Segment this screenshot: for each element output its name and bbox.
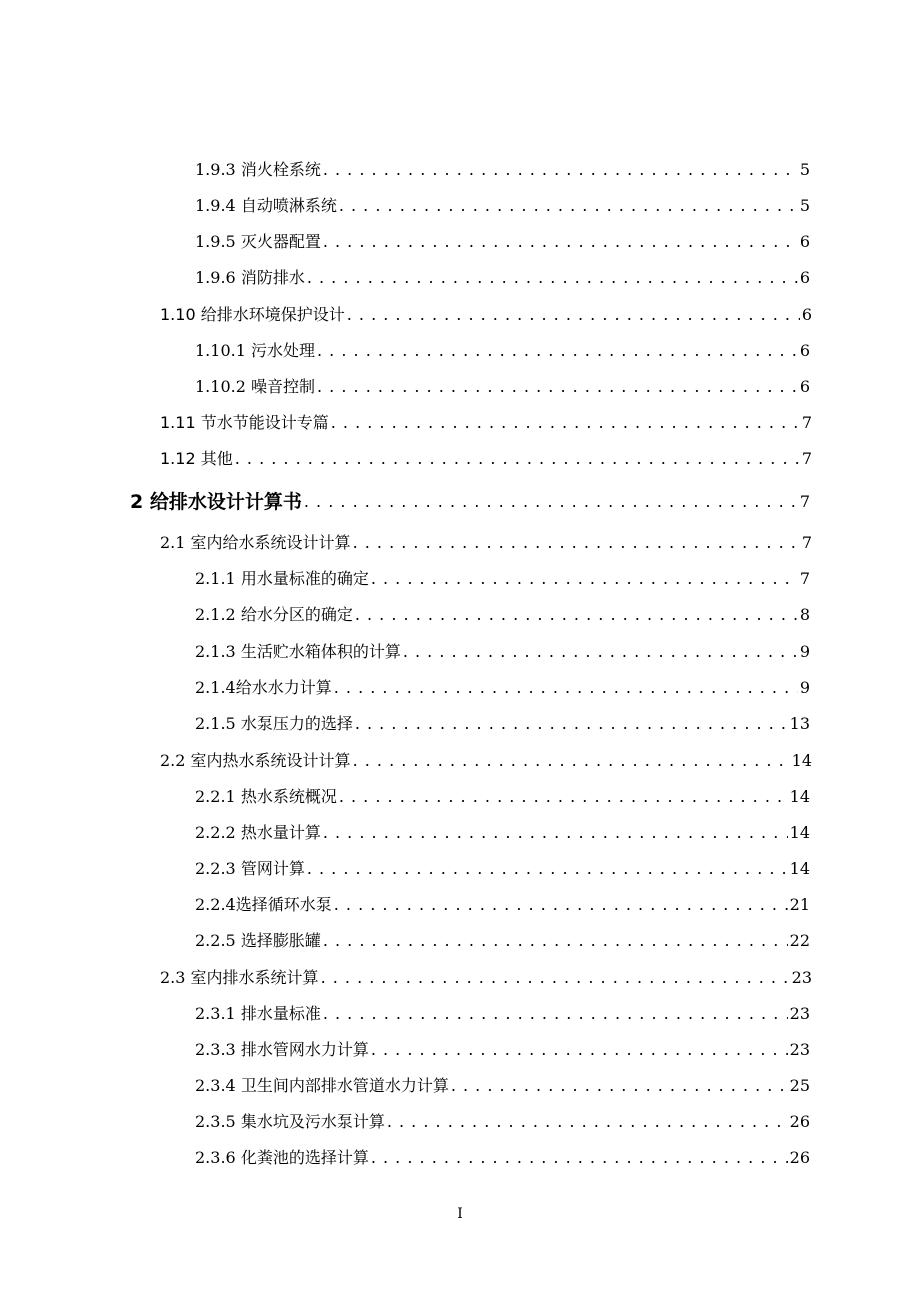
toc-entry[interactable] — [195, 642, 810, 662]
toc-page-number: 7 — [801, 413, 812, 432]
toc-chapter-entry[interactable] — [130, 490, 810, 514]
toc-page-number: 14 — [789, 787, 810, 806]
toc-entry-label: 2 给排水设计计算书 — [130, 491, 302, 513]
toc-leader-dots — [451, 1076, 788, 1096]
toc-page-number: 5 — [799, 160, 810, 179]
toc-leader-dots — [353, 533, 800, 553]
toc-leader-dots — [323, 160, 798, 180]
toc-entry-label: 2.3.5 集水坑及污水泵计算 — [195, 1112, 385, 1131]
toc-entry[interactable] — [160, 968, 812, 988]
toc-leader-dots — [307, 268, 798, 288]
toc-entry-label: 1.10 给排水环境保护设计 — [160, 305, 345, 324]
toc-leader-dots — [371, 1148, 788, 1168]
toc-leader-dots — [334, 678, 798, 698]
toc-entry-label: 1.10.2 噪音控制 — [195, 377, 315, 396]
toc-page-number: 25 — [789, 1076, 810, 1095]
toc-entry-label: 2.2.2 热水量计算 — [195, 823, 321, 842]
toc-leader-dots — [387, 1112, 788, 1132]
toc-entry-label: 1.9.6 消防排水 — [195, 268, 305, 287]
toc-leader-dots — [307, 859, 788, 879]
toc-entry-label: 2.2.4选择循环水泵 — [195, 895, 332, 914]
toc-entry-label: 1.9.3 消火栓系统 — [195, 160, 321, 179]
toc-entry[interactable] — [195, 1148, 810, 1168]
toc-leader-dots — [371, 1040, 788, 1060]
toc-page-number: 8 — [799, 605, 810, 624]
toc-page-number: 23 — [789, 1040, 810, 1059]
toc-entry-label: 2.1.3 生活贮水箱体积的计算 — [195, 642, 401, 661]
toc-leader-dots — [235, 449, 800, 469]
toc-entry[interactable] — [195, 160, 810, 180]
toc-leader-dots — [353, 751, 790, 771]
toc-leader-dots — [323, 823, 788, 843]
toc-entry-label: 1.9.4 自动喷淋系统 — [195, 196, 337, 215]
toc-entry[interactable] — [195, 605, 810, 625]
toc-page-number: 7 — [801, 533, 812, 552]
toc-page-number: 7 — [799, 492, 810, 511]
toc-leader-dots — [317, 377, 798, 397]
toc-leader-dots — [323, 931, 788, 951]
toc-entry-label: 1.11 节水节能设计专篇 — [160, 413, 329, 432]
toc-entry-label: 2.2.5 选择膨胀罐 — [195, 931, 321, 950]
toc-page-number: 23 — [789, 1004, 810, 1023]
toc-page-number: 6 — [801, 305, 812, 324]
toc-page-number: 9 — [799, 678, 810, 697]
toc-leader-dots — [331, 413, 800, 433]
toc-entry-label: 2.3.3 排水管网水力计算 — [195, 1040, 369, 1059]
toc-page-number: 9 — [799, 642, 810, 661]
toc-entry[interactable] — [160, 449, 812, 469]
toc-entry[interactable] — [195, 931, 810, 951]
toc-entry[interactable] — [160, 533, 812, 553]
toc-page-number: 26 — [789, 1112, 810, 1131]
toc-entry[interactable] — [160, 751, 812, 771]
toc-page-number: 23 — [791, 968, 812, 987]
toc-entry-label: 2.1.1 用水量标准的确定 — [195, 569, 369, 588]
toc-page-number: 6 — [799, 232, 810, 251]
toc-page-number: 22 — [789, 931, 810, 950]
toc-leader-dots — [355, 714, 788, 734]
toc-leader-dots — [371, 569, 798, 589]
toc-leader-dots — [304, 490, 798, 514]
toc-page-number: 21 — [789, 895, 810, 914]
toc-entry-label: 2.1 室内给水系统设计计算 — [160, 533, 351, 552]
toc-entry[interactable] — [195, 268, 810, 288]
toc-entry-label: 1.9.5 灭火器配置 — [195, 232, 321, 251]
toc-entry[interactable] — [195, 1112, 810, 1132]
toc-entry-label: 2.3.1 排水量标准 — [195, 1004, 321, 1023]
toc-page-number: 5 — [799, 196, 810, 215]
toc-page-number: 14 — [791, 751, 812, 770]
toc-leader-dots — [355, 605, 798, 625]
toc-entry-label: 2.3.6 化粪池的选择计算 — [195, 1148, 369, 1167]
toc-entry[interactable] — [195, 1040, 810, 1060]
toc-entry[interactable] — [195, 1076, 810, 1096]
toc-entry-label: 2.2 室内热水系统设计计算 — [160, 751, 351, 770]
toc-leader-dots — [323, 232, 798, 252]
toc-page-number: 26 — [789, 1148, 810, 1167]
toc-entry[interactable] — [195, 678, 810, 698]
toc-page-number: 7 — [801, 449, 812, 468]
toc-entry-label: 2.3 室内排水系统计算 — [160, 968, 319, 987]
toc-entry-label: 2.2.1 热水系统概况 — [195, 787, 337, 806]
toc-entry-label: 2.1.5 水泵压力的选择 — [195, 714, 353, 733]
toc-page-number: 13 — [789, 714, 810, 733]
toc-entry-label: 1.10.1 污水处理 — [195, 341, 315, 360]
toc-page-number: 6 — [799, 268, 810, 287]
toc-page-number: 6 — [799, 341, 810, 360]
toc-entry[interactable] — [195, 787, 810, 807]
toc-entry[interactable] — [195, 341, 810, 361]
toc-page-number: 14 — [789, 823, 810, 842]
toc-leader-dots — [317, 341, 798, 361]
toc-entry-label: 1.12 其他 — [160, 449, 233, 468]
toc-leader-dots — [321, 968, 790, 988]
toc-entry[interactable] — [195, 377, 810, 397]
toc-entry[interactable] — [160, 305, 812, 325]
toc-page-number: 14 — [789, 859, 810, 878]
toc-leader-dots — [334, 895, 788, 915]
toc-entry[interactable] — [195, 196, 810, 216]
toc-entry[interactable] — [195, 714, 810, 734]
toc-entry[interactable] — [160, 413, 812, 433]
page-footer-number: I — [457, 1206, 463, 1222]
toc-entry-label: 2.1.4给水水力计算 — [195, 678, 332, 697]
toc-entry[interactable] — [195, 232, 810, 252]
toc-leader-dots — [403, 642, 798, 662]
toc-leader-dots — [347, 305, 800, 325]
toc-entry-label: 2.1.2 给水分区的确定 — [195, 605, 353, 624]
toc-entry-label: 2.3.4 卫生间内部排水管道水力计算 — [195, 1076, 449, 1095]
toc-leader-dots — [339, 787, 788, 807]
toc-entry[interactable] — [195, 569, 810, 589]
toc-entry[interactable] — [195, 859, 810, 879]
toc-entry[interactable] — [195, 895, 810, 915]
toc-page-number: 7 — [799, 569, 810, 588]
toc-entry[interactable] — [195, 1004, 810, 1024]
toc-entry-label: 2.2.3 管网计算 — [195, 859, 305, 878]
toc-leader-dots — [323, 1004, 788, 1024]
toc-page-number: 6 — [799, 377, 810, 396]
toc-leader-dots — [339, 196, 798, 216]
toc-entry[interactable] — [195, 823, 810, 843]
